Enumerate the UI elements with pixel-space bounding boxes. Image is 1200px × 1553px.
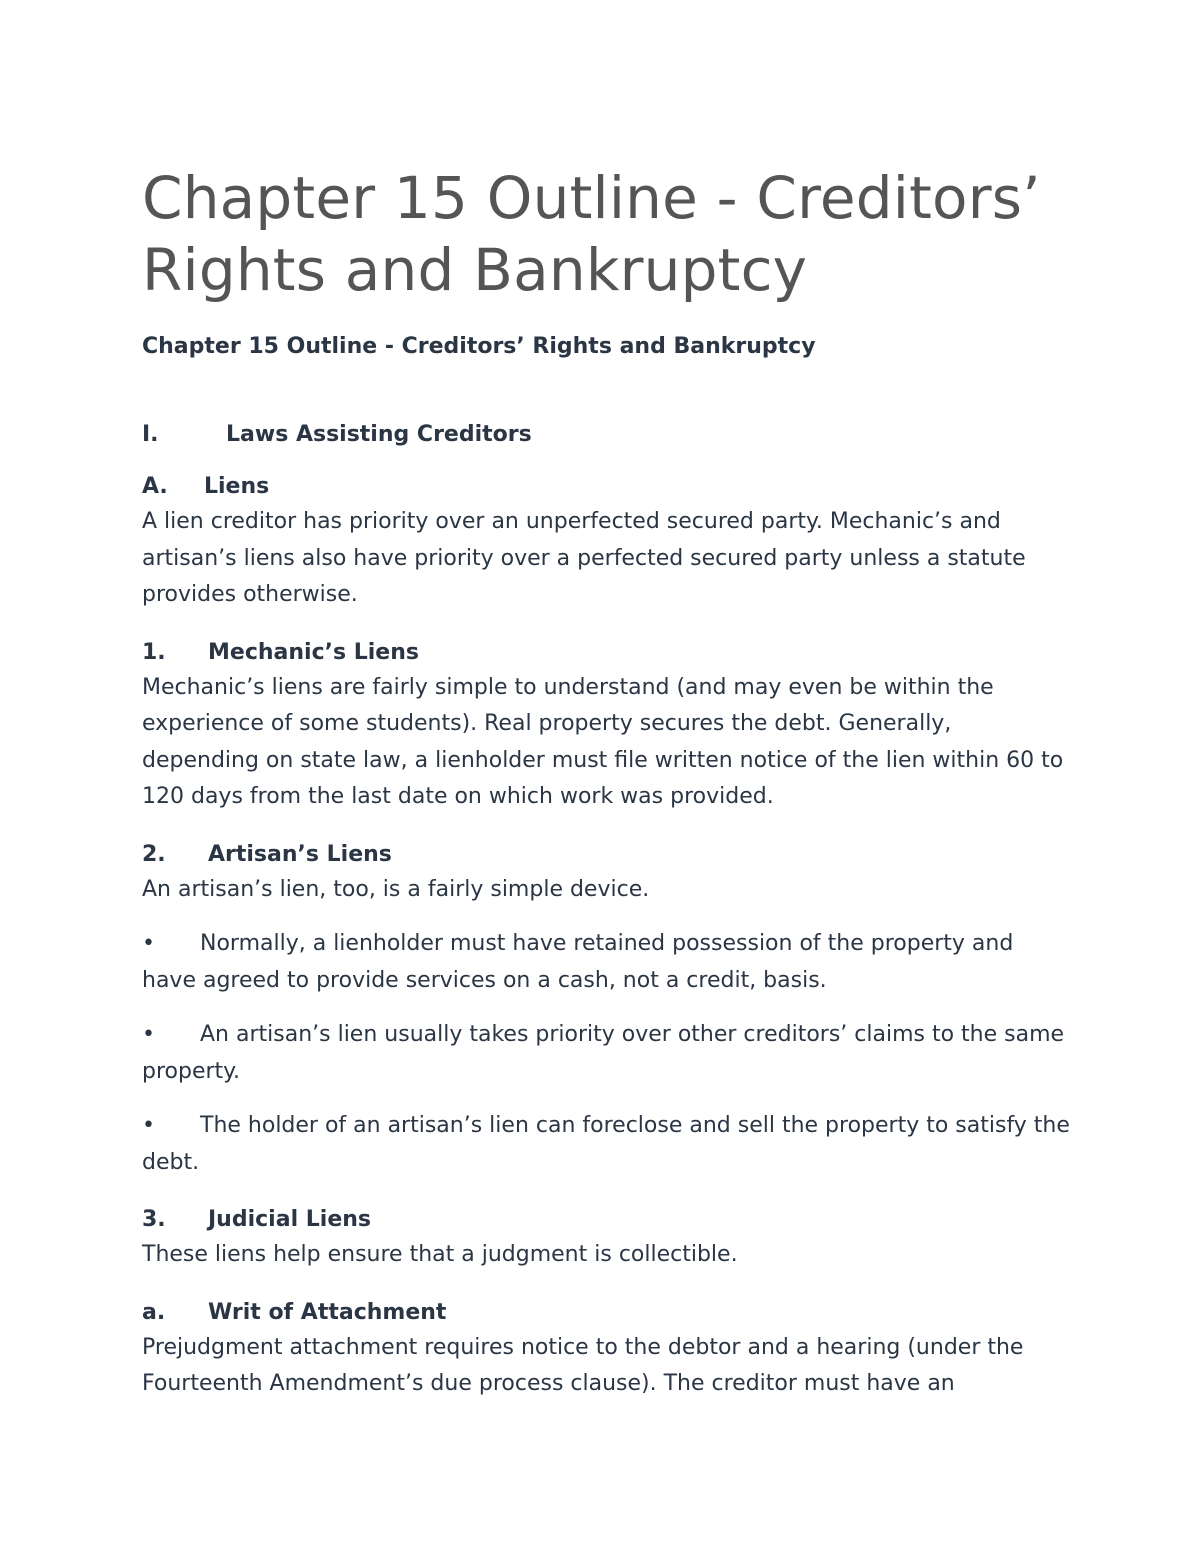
section-number: a. [142,1299,166,1325]
section-label: Judicial Liens [208,1207,372,1232]
document-subtitle: Chapter 15 Outline - Creditors’ Rights and Bankruptcy [142,334,816,359]
bullet-mark: • [142,931,155,956]
section-heading-3 [142,1205,1072,1235]
bullet-mark: • [142,1113,155,1138]
list-item [142,1017,1072,1090]
list-item [142,1108,1072,1181]
section-number: 1. [142,639,166,665]
section-label: Artisan’s Liens [208,841,392,867]
section-number: A. [142,474,168,499]
section-label: Writ of Attachment [208,1299,447,1325]
section-heading-2 [142,840,1072,870]
section-label: Liens [204,474,270,499]
bullet-text: Normally, a lienholder must have retained possession of the property and have agreed to provide services on a cash, not a credit, basis. [142,931,1014,993]
paragraph-mechanics-liens: Mechanic’s liens are fairly simple to understand (and may even be within the experience of some students). Real property secures the debt. Generally, depending on state law, a lienholder must file written notice of the lien within 60 to 120 days from the last date on which work was provided. [142,674,1064,809]
paragraph-liens: A lien creditor has priority over an unperfected secured party. Mechanic’s and artisan’s liens also have priority over a perfected secured party unless a statute provides otherwise. [142,509,1026,607]
page-title: Chapter 15 Outline - Creditors’ Rights and Bankruptcy [142,164,1041,304]
section-number: I. [142,422,159,447]
section-heading-a [142,1298,1072,1328]
bullet-text: An artisan’s lien usually takes priority over other creditors’ claims to the same property. [142,1022,1065,1084]
section-number: 2. [142,841,166,867]
section-number: 3. [142,1207,166,1232]
section-heading-A [142,472,1072,502]
section-label: Laws Assisting Creditors [226,422,532,447]
paragraph-writ-of-attachment: Prejudgment attachment requires notice to the debtor and a hearing (under the Fourteenth Amendment’s due process clause). The creditor must have an [142,1334,1024,1396]
paragraph-artisans-liens: An artisan’s lien, too, is a fairly simple device. [142,876,650,902]
paragraph-judicial-liens: These liens help ensure that a judgment is collectible. [142,1242,738,1267]
list-item [142,926,1072,999]
section-heading-I [142,420,1072,450]
bullet-mark: • [142,1022,155,1047]
section-label: Mechanic’s Liens [208,639,419,665]
section-heading-1 [142,638,1072,668]
bullet-text: The holder of an artisan’s lien can foreclose and sell the property to satisfy the debt. [142,1113,1070,1175]
document-page [142,162,1072,1403]
